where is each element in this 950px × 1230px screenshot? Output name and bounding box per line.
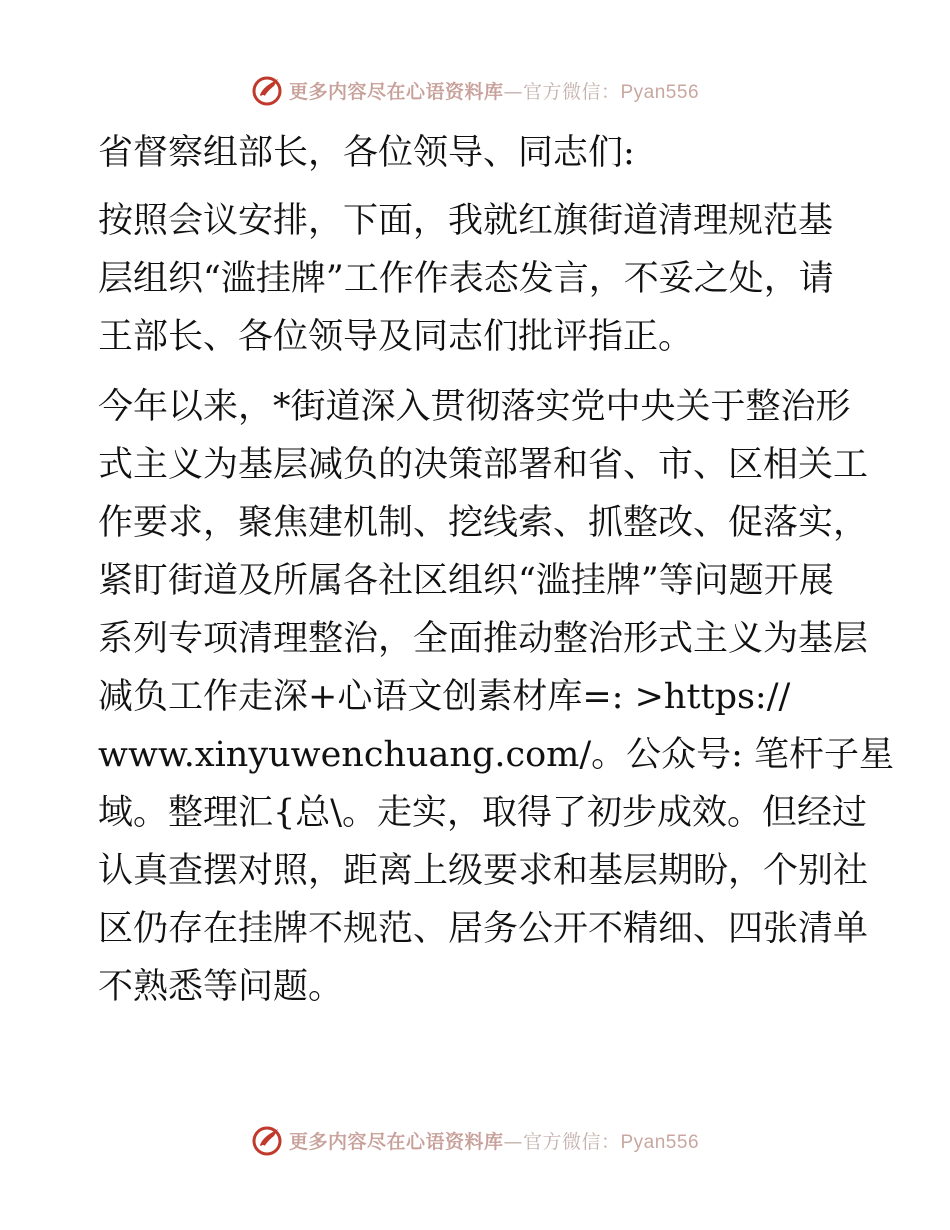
logo-icon (251, 1123, 285, 1157)
banner-wechat-id: Pyan556 (620, 1131, 700, 1153)
paragraph-line: 式主义为基层减负的决策部署和省、市、区相关工 (98, 445, 869, 485)
paragraph-line: 系列专项清理整治，全面推动整治形式主义为基层 (98, 619, 869, 659)
paragraph-2 (98, 378, 895, 1016)
paragraph-line: 今年以来，*街道深入贯彻落实党中央关于整治形 (98, 387, 851, 427)
paragraph-line: 层组织“滥挂牌”工作作表态发言，不妥之处，请 (98, 259, 834, 299)
banner-wechat-label: —官方微信： (503, 80, 621, 103)
paragraph-line: 认真查摆对照，距离上级要求和基层期盼，个别社 (98, 851, 869, 891)
paragraph-line: 区仍存在挂牌不规范、居务公开不精细、四张清单 (98, 909, 869, 949)
banner-title: 更多内容尽在心语资料库 (288, 80, 504, 103)
footer-banner (0, 1120, 950, 1160)
banner-wechat-id: Pyan556 (620, 81, 700, 103)
paragraph-1 (98, 192, 850, 366)
banner-text (289, 1127, 699, 1154)
salutation (98, 124, 850, 182)
banner-title: 更多内容尽在心语资料库 (288, 1130, 504, 1153)
paragraph-line: 王部长、各位领导及同志们批评指正。 (98, 317, 694, 357)
paragraph-line: 按照会议安排，下面，我就红旗街道清理规范基 (98, 201, 834, 241)
paragraph-line: 紧盯街道及所属各社区组织“滥挂牌”等问题开展 (98, 561, 834, 601)
header-banner (0, 70, 950, 110)
paragraph-line: 域。整理汇{总\。走实，取得了初步成效。但经过 (98, 793, 868, 833)
paragraph-line: 减负工作走深+心语文创素材库=: >https:// (98, 677, 791, 717)
logo-icon (251, 73, 285, 107)
paragraph-line: 不熟悉等问题。 (98, 967, 344, 1007)
banner-text (289, 77, 699, 104)
document-body (98, 124, 895, 1028)
salutation-line: 省督察组部长，各位领导、同志们: (98, 133, 635, 173)
paragraph-line: 作要求，聚焦建机制、挖线索、抓整改、促落实， (98, 503, 869, 543)
paragraph-line: www.xinyuwenchuang.com/。公众号: 笔杆子星 (98, 735, 895, 775)
banner-wechat-label: —官方微信： (503, 1130, 621, 1153)
